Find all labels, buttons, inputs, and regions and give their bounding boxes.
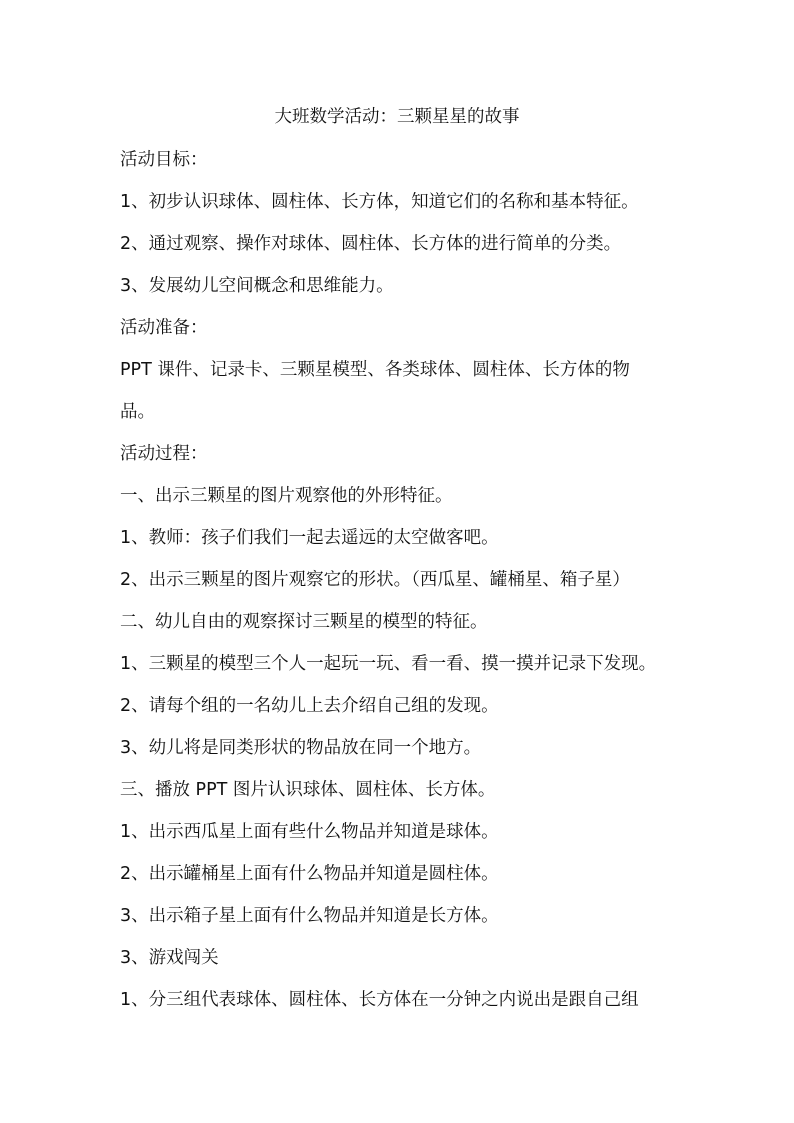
text-line-1: 活动目标： [120,150,208,170]
text-line-16: 三、播放 PPT 图片认识球体、圆柱体、长方体。 [120,780,496,800]
text-line-14: 2、请每个组的一名幼儿上去介绍自己组的发现。 [120,696,499,716]
text-line-17: 1、出示西瓜星上面有些什么物品并知道是球体。 [120,822,499,842]
text-line-19: 3、出示箱子星上面有什么物品并知道是长方体。 [120,906,499,926]
text-line-3: 2、通过观察、操作对球体、圆柱体、长方体的进行简单的分类。 [120,234,622,254]
text-line-15: 3、幼儿将是同类形状的物品放在同一个地方。 [120,738,482,758]
text-line-5: 活动准备： [120,318,208,338]
text-line-18: 2、出示罐桶星上面有什么物品并知道是圆柱体。 [120,864,499,884]
document-title: 大班数学活动：三颗星星的故事 [274,107,520,127]
text-line-9: 一、出示三颗星的图片观察他的外形特征。 [120,486,453,506]
text-line-2: 1、初步认识球体、圆柱体、长方体，知道它们的名称和基本特征。 [120,192,639,212]
text-line-11: 2、出示三颗星的图片观察它的形状。（西瓜星、罐桶星、箱子星） [120,570,630,590]
text-line-6: PPT 课件、记录卡、三颗星模型、各类球体、圆柱体、长方体的物 [120,360,630,380]
text-line-21: 1、分三组代表球体、圆柱体、长方体在一分钟之内说出是跟自己组 [120,990,639,1010]
text-line-20: 3、游戏闯关 [120,948,219,968]
text-line-8: 活动过程： [120,444,208,464]
text-line-7: 品。 [120,402,155,422]
text-line-12: 二、幼儿自由的观察探讨三颗星的模型的特征。 [120,612,488,632]
text-line-4: 3、发展幼儿空间概念和思维能力。 [120,276,394,296]
text-line-13: 1、三颗星的模型三个人一起玩一玩、看一看、摸一摸并记录下发现。 [120,654,657,674]
text-line-10: 1、教师：孩子们我们一起去遥远的太空做客吧。 [120,528,499,548]
